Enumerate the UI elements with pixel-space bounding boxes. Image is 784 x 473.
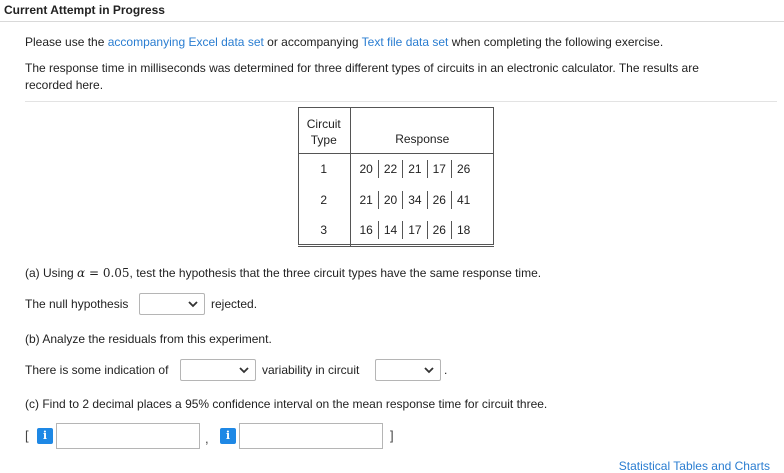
chevron-down-icon xyxy=(187,298,199,310)
null-hypothesis-label: The null hypothesis xyxy=(25,297,129,311)
table-row xyxy=(350,153,494,184)
text-file-data-link[interactable]: Text file data set xyxy=(361,35,449,49)
table-cell: 18 xyxy=(456,223,471,238)
table-cell: 21 xyxy=(355,191,379,209)
intro-suffix: when completing the following exercise. xyxy=(448,35,664,49)
info-icon[interactable]: i xyxy=(220,428,236,444)
table-row-type: 2 xyxy=(298,184,350,215)
null-hypothesis-select[interactable] xyxy=(139,293,205,315)
problem-line-2: recorded here. xyxy=(25,78,104,92)
intro-prefix: Please use the xyxy=(25,35,108,49)
table-cell: 17 xyxy=(403,221,427,239)
alpha-symbol: α xyxy=(77,266,86,280)
table-cell: 20 xyxy=(355,160,379,178)
indication-label: There is some indication of xyxy=(25,363,169,377)
table-cell: 20 xyxy=(379,191,403,209)
table-cell: 26 xyxy=(428,221,452,239)
comma-separator: , xyxy=(205,431,209,446)
alpha-value: 0.05 xyxy=(102,266,130,280)
part-a-prefix: (a) Using xyxy=(25,266,78,280)
part-a-question xyxy=(25,265,541,281)
table-row-type: 1 xyxy=(298,153,350,184)
variability-select[interactable] xyxy=(180,359,256,381)
ci-lower-input[interactable] xyxy=(56,423,200,449)
table-cell: 21 xyxy=(403,160,427,178)
header-response: Response xyxy=(350,107,494,153)
ci-upper-input[interactable] xyxy=(239,423,383,449)
table-row xyxy=(350,215,494,246)
intro-middle: or accompanying xyxy=(263,35,362,49)
circuit-select[interactable] xyxy=(375,359,441,381)
table-cell: 26 xyxy=(456,161,471,176)
response-table xyxy=(298,107,494,247)
variability-label: variability in circuit xyxy=(262,363,360,377)
chevron-down-icon xyxy=(238,364,250,376)
part-c-question: (c) Find to 2 decimal places a 95% confidence interval on the mean response time for circuit three. xyxy=(25,397,548,411)
table-cell: 17 xyxy=(428,160,452,178)
table-cell: 34 xyxy=(403,191,427,209)
table-cell: 22 xyxy=(379,160,403,178)
header-type-line1: Circuit xyxy=(306,116,341,131)
part-b-question: (b) Analyze the residuals from this experiment. xyxy=(25,332,272,346)
part-b-period: . xyxy=(444,363,448,377)
header-circuit-type xyxy=(298,107,350,153)
table-row-type: 3 xyxy=(298,215,350,246)
intro-paragraph xyxy=(25,34,663,50)
page-title: Current Attempt in Progress xyxy=(4,3,165,17)
table-row xyxy=(350,184,494,215)
open-bracket: [ xyxy=(25,428,29,443)
chevron-down-icon xyxy=(423,364,435,376)
header-type-line2: Type xyxy=(310,132,337,147)
table-cell: 41 xyxy=(456,192,471,207)
table-cell: 14 xyxy=(379,221,403,239)
close-bracket: ] xyxy=(390,428,394,443)
excel-data-link[interactable]: accompanying Excel data set xyxy=(107,35,264,49)
table-cell: 26 xyxy=(428,191,452,209)
statistical-tables-link[interactable]: Statistical Tables and Charts xyxy=(618,459,770,473)
problem-line-1: The response time in milliseconds was determined for three different types of circuits in an electronic calculator. The results are xyxy=(25,61,699,75)
info-icon[interactable]: i xyxy=(37,428,53,444)
divider xyxy=(25,101,777,102)
header-bar xyxy=(0,0,784,22)
part-a-suffix: , test the hypothesis that the three circuit types have the same response time. xyxy=(129,266,542,280)
table-cell: 16 xyxy=(355,221,379,239)
alpha-equals: = xyxy=(85,266,103,280)
rejected-label: rejected. xyxy=(211,297,258,311)
